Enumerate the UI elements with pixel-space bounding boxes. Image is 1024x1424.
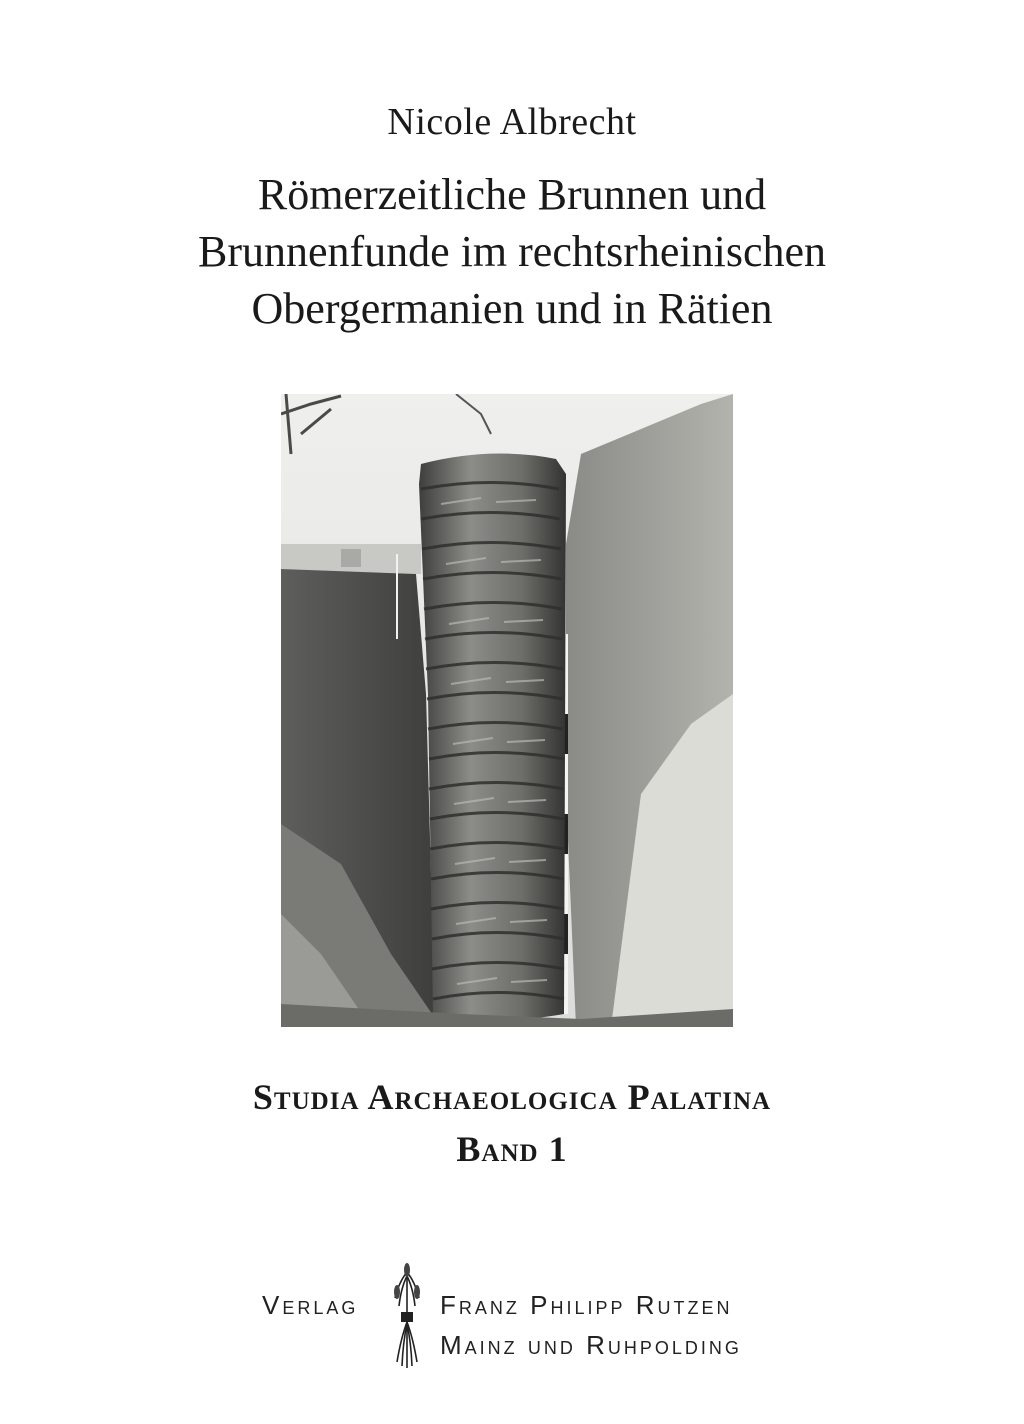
publisher-block — [0, 1262, 1024, 1372]
well-excavation-image — [281, 394, 733, 1027]
title-line-3: Obergermanien und in Rätien — [251, 284, 773, 333]
title-line-1: Römerzeitliche Brunnen und — [257, 170, 767, 219]
publisher-place: Mainz und Ruhpolding — [440, 1330, 742, 1360]
volume-number: Band 1 — [456, 1129, 568, 1169]
title-line-2: Brunnenfunde im rechtsrheinischen — [197, 227, 827, 276]
wheat-sheaf-icon — [387, 1262, 427, 1372]
series-title: Studia Archaeologica Palatina — [252, 1077, 772, 1117]
publisher-name: Franz Philipp Rutzen — [440, 1290, 733, 1320]
book-title — [0, 166, 1024, 337]
publisher-prefix: Verlag — [262, 1290, 359, 1320]
author-name: Nicole Albrecht — [387, 101, 637, 143]
cover-photo — [281, 394, 733, 1027]
